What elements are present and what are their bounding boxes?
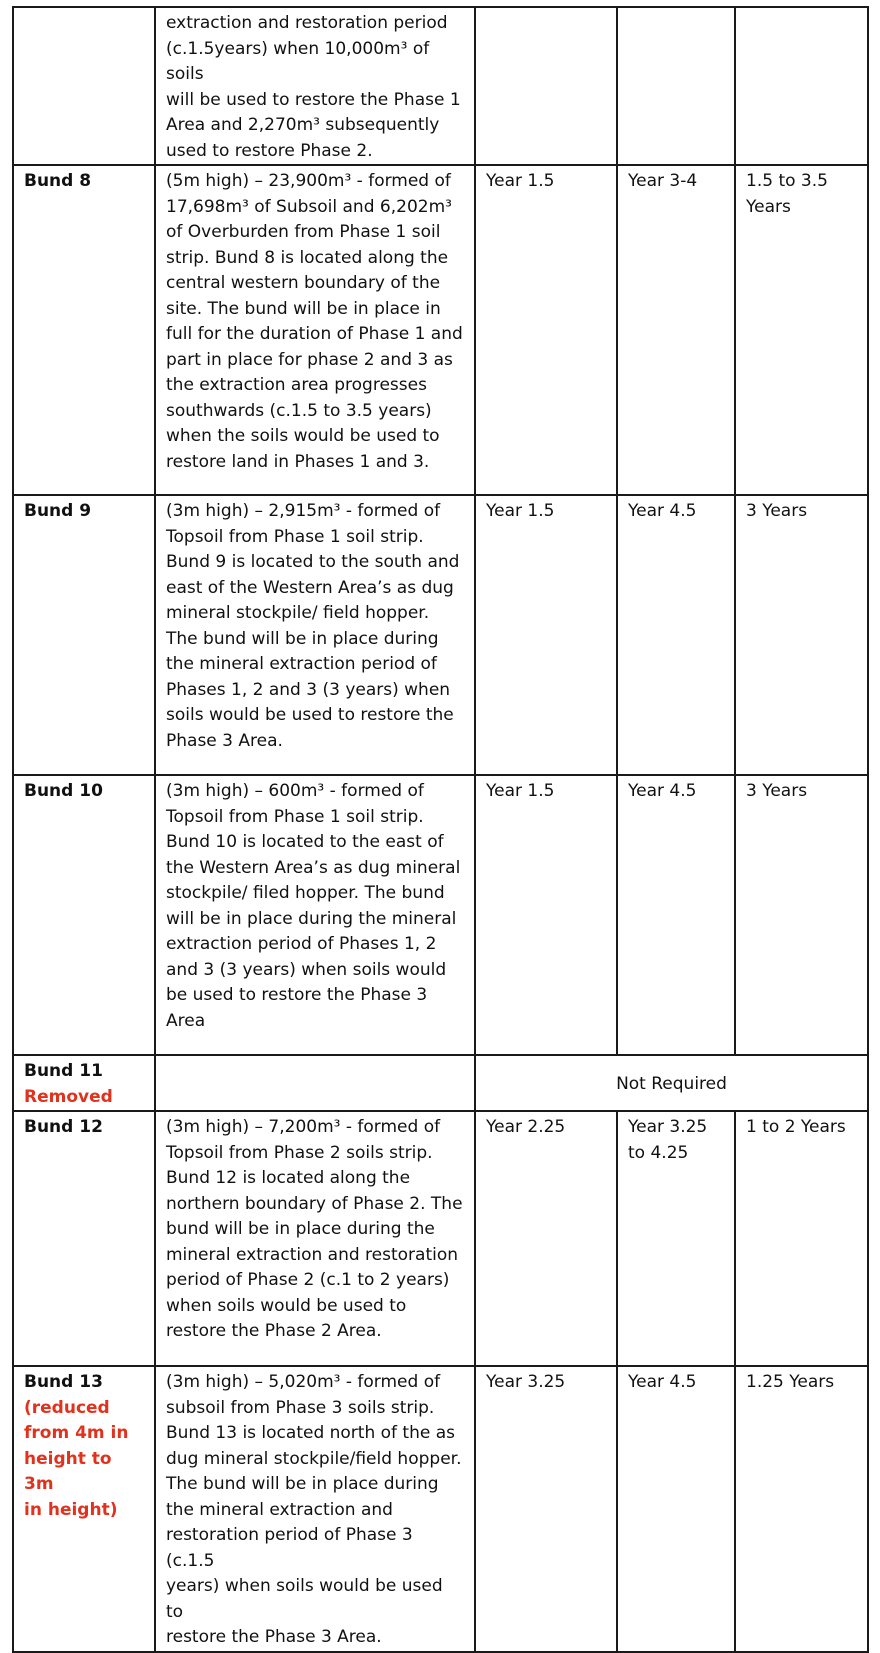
description-line: will be in place during the mineral (166, 908, 457, 929)
description-line: mineral extraction and restoration (166, 1244, 459, 1265)
duration-value: 1.5 to 3.5 (746, 171, 828, 191)
bund-name-cell (13, 1055, 155, 1111)
description-line: (5m high) – 23,900m³ - formed of (166, 171, 451, 191)
description-line: Phases 1, 2 and 3 (3 years) when (166, 679, 451, 700)
bund-status-note: Removed (24, 1086, 113, 1107)
description-line: be used to restore the Phase 3 (166, 985, 428, 1005)
bund-name-cell (13, 1366, 155, 1652)
description-line: site. The bund will be in place in (166, 298, 441, 319)
description-line: the mineral extraction and (166, 1499, 393, 1520)
description-line: Bund 12 is located along the (166, 1168, 411, 1188)
bund-name: Bund 12 (24, 1117, 103, 1137)
end-cell (617, 495, 735, 775)
table-row (13, 1055, 868, 1111)
end-value: Year 4.5 (628, 1372, 697, 1392)
duration-cell (735, 1111, 868, 1366)
description-line: the extraction area progresses (166, 375, 427, 395)
not-required-cell (475, 1055, 868, 1111)
description-line: central western boundary of the (166, 273, 441, 293)
description-line: Bund 13 is located north of the as (166, 1423, 456, 1443)
description-line: (3m high) – 600m³ - formed of (166, 781, 424, 801)
description-line: extraction and restoration period (166, 13, 448, 33)
bund-name: Bund 13 (24, 1372, 103, 1392)
description-line: full for the duration of Phase 1 and (166, 324, 463, 344)
start-value: Year 3.25 (486, 1372, 566, 1392)
description-line: The bund will be in place during (166, 628, 439, 649)
description-cell (155, 775, 475, 1055)
description-cell (155, 1111, 475, 1366)
description-line: the Western Area’s as dug mineral (166, 857, 461, 878)
table-row (13, 165, 868, 495)
description-line: (3m high) – 7,200m³ - formed of (166, 1117, 441, 1137)
description-line: the mineral extraction period of (166, 654, 437, 674)
description-line: Bund 10 is located to the east of (166, 832, 444, 852)
description-line: dug mineral stockpile/field hopper. (166, 1448, 462, 1469)
bund-status-note: height to 3m (24, 1448, 112, 1494)
description-cell (155, 7, 475, 165)
table-row (13, 775, 868, 1055)
description-cell (155, 1055, 475, 1111)
description-line: will be used to restore the Phase 1 (166, 89, 461, 110)
description-line: Bund 9 is located to the south and (166, 552, 460, 572)
description-line: (3m high) – 5,020m³ - formed of (166, 1372, 441, 1392)
start-value: Year 1.5 (486, 781, 555, 801)
bund-name: Bund 10 (24, 781, 103, 801)
description-line: restore land in Phases 1 and 3. (166, 451, 430, 472)
bund-schedule-table (12, 6, 869, 1653)
description-line: when soils would be used to (166, 1295, 407, 1316)
duration-cell (735, 1366, 868, 1652)
bund-status-note: from 4m in (24, 1423, 129, 1443)
description-line: southwards (c.1.5 to 3.5 years) (166, 400, 432, 421)
description-line: The bund will be in place during (166, 1474, 439, 1494)
bund-name: Bund 9 (24, 501, 92, 521)
description-line: subsoil from Phase 3 soils strip. (166, 1397, 435, 1418)
table-row (13, 1366, 868, 1652)
duration-value: 3 Years (746, 501, 808, 521)
end-cell (617, 165, 735, 495)
description-cell (155, 495, 475, 775)
description-line: stockpile/ filed hopper. The bund (166, 883, 445, 903)
description-line: strip. Bund 8 is located along the (166, 247, 449, 268)
description-line: and 3 (3 years) when soils would (166, 959, 447, 980)
bund-name-cell (13, 165, 155, 495)
description-line: (3m high) – 2,915m³ - formed of (166, 501, 441, 521)
description-line: Topsoil from Phase 2 soils strip. (166, 1142, 433, 1163)
description-cell (155, 165, 475, 495)
description-line: 17,698m³ of Subsoil and 6,202m³ (166, 196, 452, 217)
description-line: east of the Western Area’s as dug (166, 577, 454, 598)
table-row (13, 7, 868, 165)
bund-status-note: (reduced (24, 1397, 110, 1418)
description-line: restore the Phase 2 Area. (166, 1321, 382, 1341)
description-line: used to restore Phase 2. (166, 140, 373, 161)
bund-name: Bund 8 (24, 171, 92, 191)
description-line: Area (166, 1010, 206, 1031)
end-cell (617, 775, 735, 1055)
description-line: soils would be used to restore the (166, 705, 454, 725)
description-line: years) when soils would be used to (166, 1576, 443, 1622)
description-cell (155, 1366, 475, 1652)
start-cell (475, 775, 617, 1055)
start-cell (475, 1111, 617, 1366)
description-line: bund will be in place during the (166, 1219, 435, 1239)
duration-value: Years (746, 196, 791, 217)
description-line: northern boundary of Phase 2. The (166, 1193, 463, 1214)
start-cell (475, 165, 617, 495)
description-line: mineral stockpile/ field hopper. (166, 603, 430, 623)
bund-name-cell (13, 1111, 155, 1366)
duration-cell (735, 165, 868, 495)
end-cell (617, 1111, 735, 1366)
description-line: Topsoil from Phase 1 soil strip. (166, 806, 424, 827)
duration-value: 1.25 Years (746, 1372, 835, 1392)
start-cell (475, 7, 617, 165)
bund-name: Bund 11 (24, 1061, 103, 1081)
duration-value: 3 Years (746, 781, 808, 801)
bund-name-cell (13, 775, 155, 1055)
description-line: period of Phase 2 (c.1 to 2 years) (166, 1270, 450, 1290)
bund-name-cell (13, 7, 155, 165)
description-line: restoration period of Phase 3 (c.1.5 (166, 1525, 413, 1571)
start-value: Year 1.5 (486, 501, 555, 521)
duration-cell (735, 495, 868, 775)
end-value: Year 4.5 (628, 501, 697, 521)
not-required-label: Not Required (616, 1073, 727, 1094)
start-cell (475, 1366, 617, 1652)
table-row (13, 1111, 868, 1366)
duration-value: 1 to 2 Years (746, 1117, 846, 1137)
duration-cell (735, 7, 868, 165)
description-line: Phase 3 Area. (166, 730, 283, 751)
start-value: Year 2.25 (486, 1117, 566, 1137)
bund-name-cell (13, 495, 155, 775)
end-value: Year 3-4 (628, 171, 698, 191)
description-line: Topsoil from Phase 1 soil strip. (166, 526, 424, 547)
end-value: to 4.25 (628, 1142, 689, 1163)
description-line: when the soils would be used to (166, 426, 440, 446)
description-line: part in place for phase 2 and 3 as (166, 349, 453, 370)
duration-cell (735, 775, 868, 1055)
end-cell (617, 7, 735, 165)
table-row (13, 495, 868, 775)
description-line: restore the Phase 3 Area. (166, 1627, 382, 1647)
start-cell (475, 495, 617, 775)
description-line: extraction period of Phases 1, 2 (166, 934, 437, 954)
end-value: Year 4.5 (628, 781, 697, 801)
description-line: Area and 2,270m³ subsequently (166, 115, 440, 135)
description-line: (c.1.5years) when 10,000m³ of soils (166, 38, 430, 84)
start-value: Year 1.5 (486, 171, 555, 191)
description-line: of Overburden from Phase 1 soil (166, 222, 441, 242)
end-cell (617, 1366, 735, 1652)
bund-status-note: in height) (24, 1499, 118, 1520)
end-value: Year 3.25 (628, 1117, 708, 1137)
